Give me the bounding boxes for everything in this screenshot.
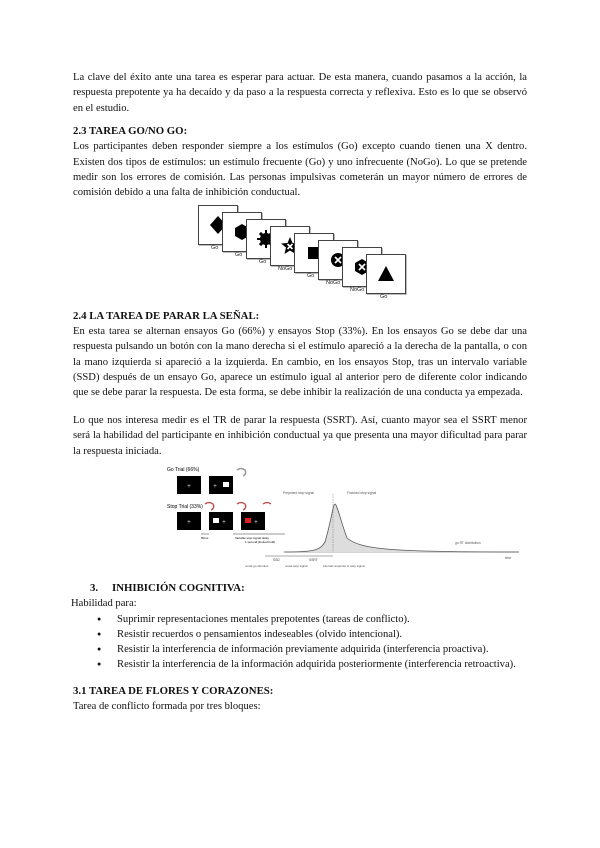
stop-signal-figure [165, 464, 527, 569]
triangle-icon [376, 264, 396, 284]
curve-label: Finished stop signal [347, 491, 377, 496]
figure-label: NoGo [278, 265, 293, 272]
fixation-cross: + [213, 482, 217, 491]
stop-signal-stimulus [245, 518, 251, 523]
figure-label: Go [380, 293, 388, 300]
figure-label: NoGo [326, 279, 341, 286]
fixation-cross: + [222, 518, 226, 527]
stop-signal-diagram [165, 464, 527, 569]
flores-paragraph: Tarea de conflicto formada por tres bloques: [73, 701, 261, 713]
inhibicion-list [73, 612, 527, 673]
fixation-cross: + [187, 518, 191, 527]
figure-label: Go [259, 258, 267, 265]
fixation-cross: + [187, 482, 191, 491]
heading-stop-signal: 2.4 LA TAREA DE PARAR LA SEÑAL: [73, 309, 260, 322]
curve-label: Prepotent stop signal [283, 491, 314, 496]
stop-signal-paragraph-2: Lo que nos interesa medir es el TR de parar la respuesta (SSRT). Así, cuanto mayor sea el SSRT menor será la habilidad del participante en inhibición conductual ya que presenta una mayor dificultad para parar la respuesta iniciada. [73, 414, 527, 457]
rt-distribution-curve [285, 504, 519, 552]
small-label: 50ms [201, 536, 209, 541]
figure-label: NoGo [350, 286, 365, 293]
list-item: ● Resistir la interferencia de información previamente adquirida (interferencia proactiva). [117, 642, 527, 657]
hand-icon [205, 503, 271, 511]
go-trial-label: Go Trial (66%) [167, 467, 200, 474]
time-label: time [505, 556, 512, 561]
ssrt-label: SSRT [309, 558, 318, 563]
go-nogo-paragraph: Los participantes deben responder siempre a los estímulos (Go) excepto cuando tienen una X dentro. Existen dos tipos de estímulos: un estímulo frecuente (Go) y uno infrecuente (NoGo). Lo que se pretende medir son los errores de comisión. Las personas impulsivas cometerán un mayor número de errores de comisión debido a una falta de inhibición conductual. [73, 141, 527, 199]
inhibicion-lead: Habilidad para: [71, 598, 137, 610]
axis-annotation: onset go stimulus [245, 564, 269, 569]
go-nogo-figure [198, 205, 418, 300]
axis-annotation: internal response to stop signal [323, 564, 365, 569]
small-label: Variable stop signal delay [235, 536, 269, 541]
go-stimulus [223, 482, 229, 487]
stop-screen-3 [241, 512, 265, 530]
figure-label: Go [211, 244, 219, 251]
heading-inhibicion-cognitiva [90, 581, 527, 596]
go-stimulus [213, 518, 219, 523]
section-number: 3. [90, 582, 99, 595]
stop-trial-label: Stop Trial (33%) [167, 504, 203, 511]
distribution-label: go RT distribution [455, 541, 481, 546]
list-item: ● Resistir recuerdos o pensamientos indeseables (olvido intencional). [117, 627, 527, 642]
heading-flores-corazones: 3.1 TAREA DE FLORES Y CORAZONES: [73, 685, 274, 698]
list-item: ● Suprimir representaciones mentales prepotentes (tareas de conflicto). [117, 612, 527, 627]
stimulus-card-triangle [366, 254, 406, 294]
heading-go-nogo: 2.3 TAREA GO/NO GO: [73, 125, 188, 138]
section-title: INHIBICIÓN COGNITIVA: [112, 582, 245, 595]
stop-screen-2 [209, 512, 233, 530]
ssd-label: SSD [273, 558, 280, 563]
axis-annotation: onset stop signal [285, 564, 308, 569]
hand-icon [237, 469, 246, 477]
document-page [73, 70, 527, 715]
fixation-cross: + [254, 518, 258, 527]
list-item: ● Resistir la interferencia de la información adquirida posteriormente (interferencia retroactiva). [117, 657, 527, 672]
intro-paragraph: La clave del éxito ante una tarea es esperar para actuar. De esta manera, cuando pasamos a la acción, la respuesta prepotente ya ha decaído y da paso a la respuesta correcta y reflexiva. Esto es lo que se observó en el estudio. [73, 72, 527, 114]
stop-signal-paragraph-1: En esta tarea se alternan ensayos Go (66%) y ensayos Stop (33%). En los ensayos Go se debe dar una respuesta pulsando un botón con la mano derecha si el estímulo apareció a la derecha de la pantalla, o con la mano izquierda si apareció a la izquierda. En cambio, en los ensayos Stop, tras un intervalo variable (SSD) después de un ensayo Go, aparece un estímulo igual al anterior pero de diferente color indicando que se debe parar la respuesta. De esta forma, se debe inhibir la realización de una conducta ya empezada. [73, 325, 527, 399]
figure-label: Go [235, 251, 243, 258]
small-label: 1 second (limited hold) [245, 540, 276, 545]
figure-label: Go [307, 272, 315, 279]
